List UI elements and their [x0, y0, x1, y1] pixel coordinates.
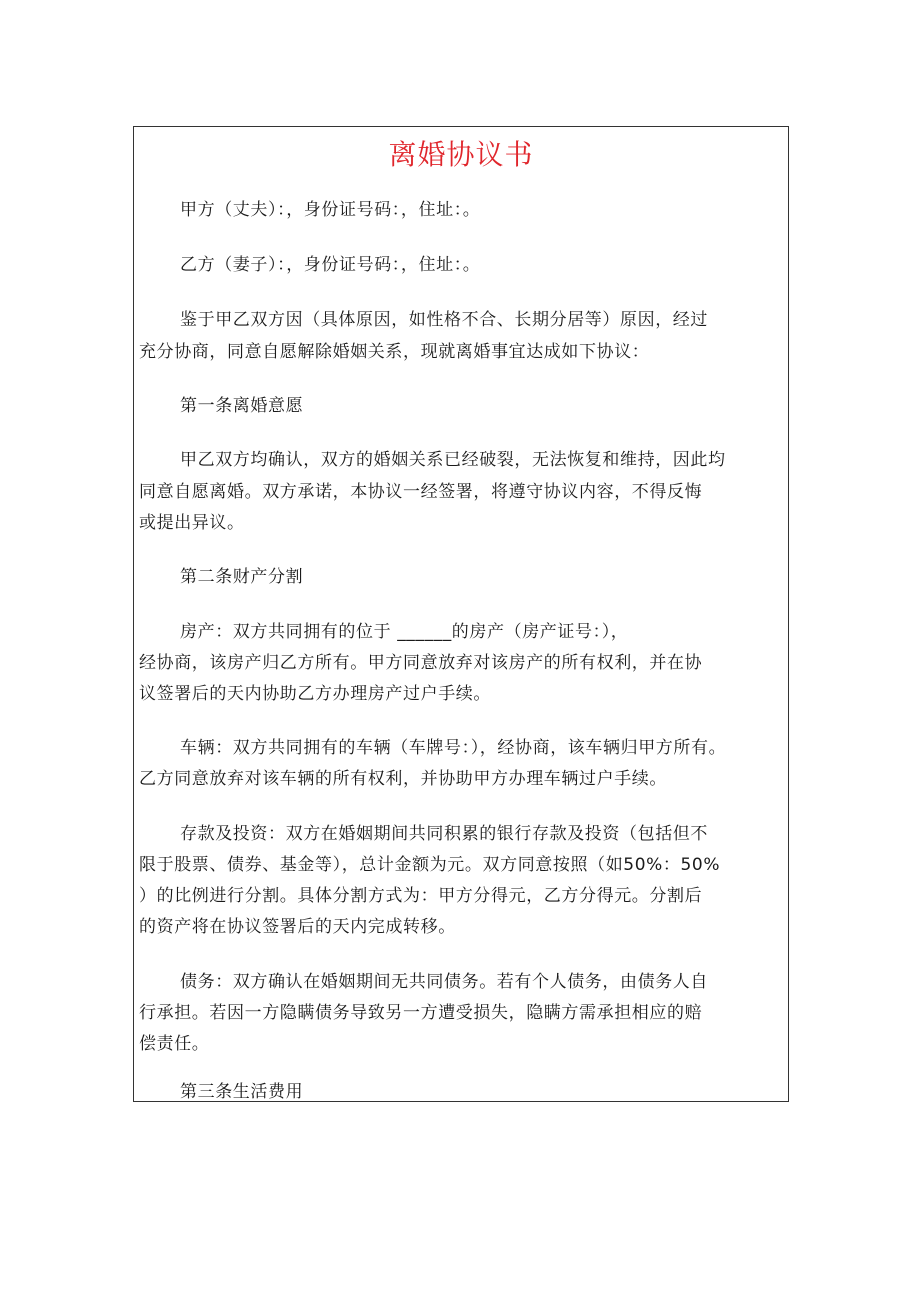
- document-frame: [133, 126, 789, 1102]
- debt-line-2: 行承担。若因一方隐瞒债务导致另一方遭受损失，隐瞒方需承担相应的赔: [139, 1003, 703, 1023]
- preamble-line-1: 鉴于甲乙双方因（具体原因，如性格不合、长期分居等）原因，经过: [180, 310, 708, 330]
- article2-heading: 第二条财产分割: [180, 567, 304, 587]
- savings-line-3: ）的比例进行分割。具体分割方式为：甲方分得元，乙方分得元。分割后: [139, 886, 703, 906]
- vehicle-line-1: 车辆：双方共同拥有的车辆（车牌号：），经协商，该车辆归甲方所有。: [180, 738, 727, 758]
- savings-line-1: 存款及投资：双方在婚姻期间共同积累的银行存款及投资（包括但不: [180, 824, 708, 844]
- debt-line-3: 偿责任。: [139, 1034, 210, 1054]
- article1-body-line-2: 同意自愿离婚。双方承诺，本协议一经签署，将遵守协议内容，不得反悔: [139, 482, 703, 502]
- article1-heading: 第一条离婚意愿: [180, 396, 304, 416]
- article3-heading: 第三条生活费用: [180, 1082, 304, 1102]
- savings-line-4: 的资产将在协议签署后的天内完成转移。: [139, 917, 456, 937]
- article1-body-line-1: 甲乙双方均确认，双方的婚姻关系已经破裂，无法恢复和维持，因此均: [180, 450, 726, 470]
- article1-body-line-3: 或提出异议。: [139, 513, 245, 533]
- party-a-line: 甲方（丈夫）：，身份证号码：，住址：。: [180, 200, 481, 220]
- house-line-2: 经协商，该房产归乙方所有。甲方同意放弃对该房产的所有权利，并在协: [139, 653, 703, 673]
- house-line-3: 议签署后的天内协助乙方办理房产过户手续。: [139, 684, 491, 704]
- vehicle-line-2: 乙方同意放弃对该车辆的所有权利，并协助甲方办理车辆过户手续。: [139, 769, 667, 789]
- document-title: 离婚协议书: [388, 138, 534, 171]
- savings-line-2: 限于股票、债券、基金等），总计金额为元。双方同意按照（如50%：50%: [139, 855, 721, 875]
- party-b-line: 乙方（妻子）：，身份证号码：，住址：。: [180, 255, 481, 275]
- house-line-1: 房产：双方共同拥有的位于 ______的房产（房产证号：），: [180, 622, 629, 642]
- debt-line-1: 债务：双方确认在婚姻期间无共同债务。若有个人债务，由债务人自: [180, 972, 708, 992]
- preamble-line-2: 充分协商，同意自愿解除婚姻关系，现就离婚事宜达成如下协议：: [139, 342, 650, 362]
